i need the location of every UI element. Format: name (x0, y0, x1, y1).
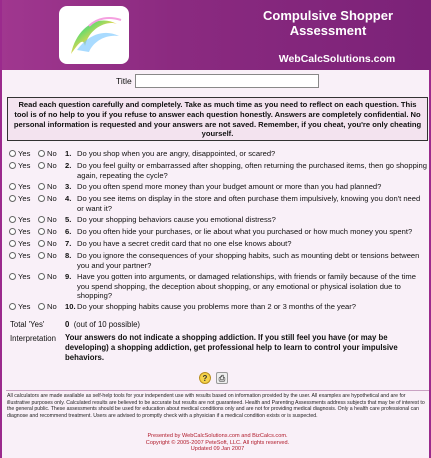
divider (6, 390, 429, 391)
question-text: Do you see items on display in the store and often purchase them impulsively, knowing you don't need or want it? (77, 194, 421, 213)
no-label: No (47, 149, 57, 158)
question-text: Do you have a secret credit card that no one else knows about? (77, 239, 292, 248)
no-radio[interactable] (38, 240, 45, 247)
no-radio[interactable] (38, 216, 45, 223)
site-name: WebCalcSolutions.com (278, 53, 396, 65)
no-label: No (47, 161, 57, 170)
question-number: 5. (65, 215, 72, 224)
no-radio[interactable] (38, 195, 45, 202)
question-number: 6. (65, 227, 72, 236)
yes-radio[interactable] (9, 195, 16, 202)
question-number: 4. (65, 194, 72, 203)
yes-label: Yes (18, 272, 31, 281)
yes-label: Yes (18, 182, 31, 191)
app-title: Compulsive Shopper Assessment (262, 8, 394, 38)
total-yes-value (65, 320, 140, 329)
disclaimer-text: All calculators are made available as self-help tools for your independent use with results based on information provided by the user. All examples are hypothetical and are for illustrative purposes only. Calculated results are believed to be accurate but results are not guaranteed. Health and Parenting Assessments address subjects that may be of interest to the general public. These assessments should be used for education about medical conditions only and are not for providing medical diagnosis. Only a health care professional can diagnose and recommend treatment. Users are advised to promptly check with a physician if a medical condition exists or is suspected. (7, 393, 425, 419)
help-icon[interactable]: ? (199, 372, 211, 384)
yes-label: Yes (18, 161, 31, 170)
no-label: No (47, 227, 57, 236)
question-number: 2. (65, 161, 72, 170)
no-radio[interactable] (38, 150, 45, 157)
header-banner (2, 0, 431, 70)
no-label: No (47, 194, 57, 203)
yes-label: Yes (18, 149, 31, 158)
yes-label: Yes (18, 302, 31, 311)
question-number: 9. (65, 272, 72, 281)
yes-radio[interactable] (9, 273, 16, 280)
yes-radio[interactable] (9, 150, 16, 157)
no-label: No (47, 239, 57, 248)
footer-presented-by[interactable]: Presented by WebCalcSolutions.com and BizCalcs.com. (147, 433, 288, 439)
rainbow-swirl-icon (59, 6, 129, 64)
yes-radio[interactable] (9, 162, 16, 169)
print-icon[interactable]: ⎙ (216, 372, 228, 384)
instructions-box: Read each question carefully and completely. Take as much time as you need to reflect on each question. This tool is of no help to you if you refuse to answer each question honestly. Answers are completely confidential. No personal information is requested and your answers are not saved. Remember, if you cheat, you're only cheating yourself. (7, 97, 428, 141)
title-label: Title (116, 76, 132, 86)
yes-label: Yes (18, 251, 31, 260)
no-label: No (47, 215, 57, 224)
question-text: Have you gotten into arguments, or damaged relationships, with friends or family because of the time you spend shopping, the deception about shopping, or any emotional or physical isolation due to shopping? (77, 272, 416, 301)
no-radio[interactable] (38, 183, 45, 190)
no-radio[interactable] (38, 162, 45, 169)
yes-radio[interactable] (9, 240, 16, 247)
no-radio[interactable] (38, 228, 45, 235)
question-text: Do your shopping behaviors cause you emotional distress? (77, 215, 276, 224)
question-text: Do you feel guilty or embarrassed after shopping, often returning the purchased items, then go shopping again, repeating the cycle? (77, 161, 427, 180)
no-radio[interactable] (38, 273, 45, 280)
total-count: 0 (65, 320, 70, 329)
total-note: (out of 10 possible) (73, 320, 140, 329)
question-number: 8. (65, 251, 72, 260)
question-number: 3. (65, 182, 72, 191)
no-label: No (47, 272, 57, 281)
yes-radio[interactable] (9, 183, 16, 190)
tool-buttons (199, 372, 239, 386)
question-text: Do you often spend more money than your budget amount or more than you had planned? (77, 182, 382, 191)
question-text: Do you shop when you are angry, disappointed, or scared? (77, 149, 276, 158)
title-row (2, 74, 431, 90)
no-radio[interactable] (38, 303, 45, 310)
yes-radio[interactable] (9, 216, 16, 223)
yes-radio[interactable] (9, 252, 16, 259)
no-label: No (47, 302, 57, 311)
yes-radio[interactable] (9, 303, 16, 310)
logo (59, 6, 129, 64)
total-yes-label: Total 'Yes' (10, 320, 45, 329)
interpretation-label: Interpretation (10, 334, 56, 343)
footer-copyright: Copyright © 2005-2007 PeteSoft, LLC. All rights reserved. (145, 439, 290, 446)
yes-label: Yes (18, 215, 31, 224)
question-number: 1. (65, 149, 72, 158)
no-label: No (47, 251, 57, 260)
question-number: 10. (65, 302, 76, 311)
question-number: 7. (65, 239, 72, 248)
yes-label: Yes (18, 239, 31, 248)
yes-label: Yes (18, 227, 31, 236)
interpretation-text: Your answers do not indicate a shopping addiction. If you still feel you have (or may be developing) a shopping addiction, get professional help to learn to control your impulsive behaviors. (65, 333, 398, 362)
yes-label: Yes (18, 194, 31, 203)
no-radio[interactable] (38, 252, 45, 259)
title-input[interactable] (135, 74, 319, 88)
question-text: Do you often hide your purchases, or lie about what you purchased or how much money you spent? (77, 227, 413, 236)
footer-updated: Updated 09 Jan 2007 (190, 446, 245, 453)
question-text: Do your shopping habits cause you problems more than 2 or 3 months of the year? (77, 302, 357, 311)
yes-radio[interactable] (9, 228, 16, 235)
footer (2, 433, 431, 453)
no-label: No (47, 182, 57, 191)
question-text: Do you ignore the consequences of your shopping habits, such as mounting debt or tensions between you and your partner? (77, 251, 420, 270)
